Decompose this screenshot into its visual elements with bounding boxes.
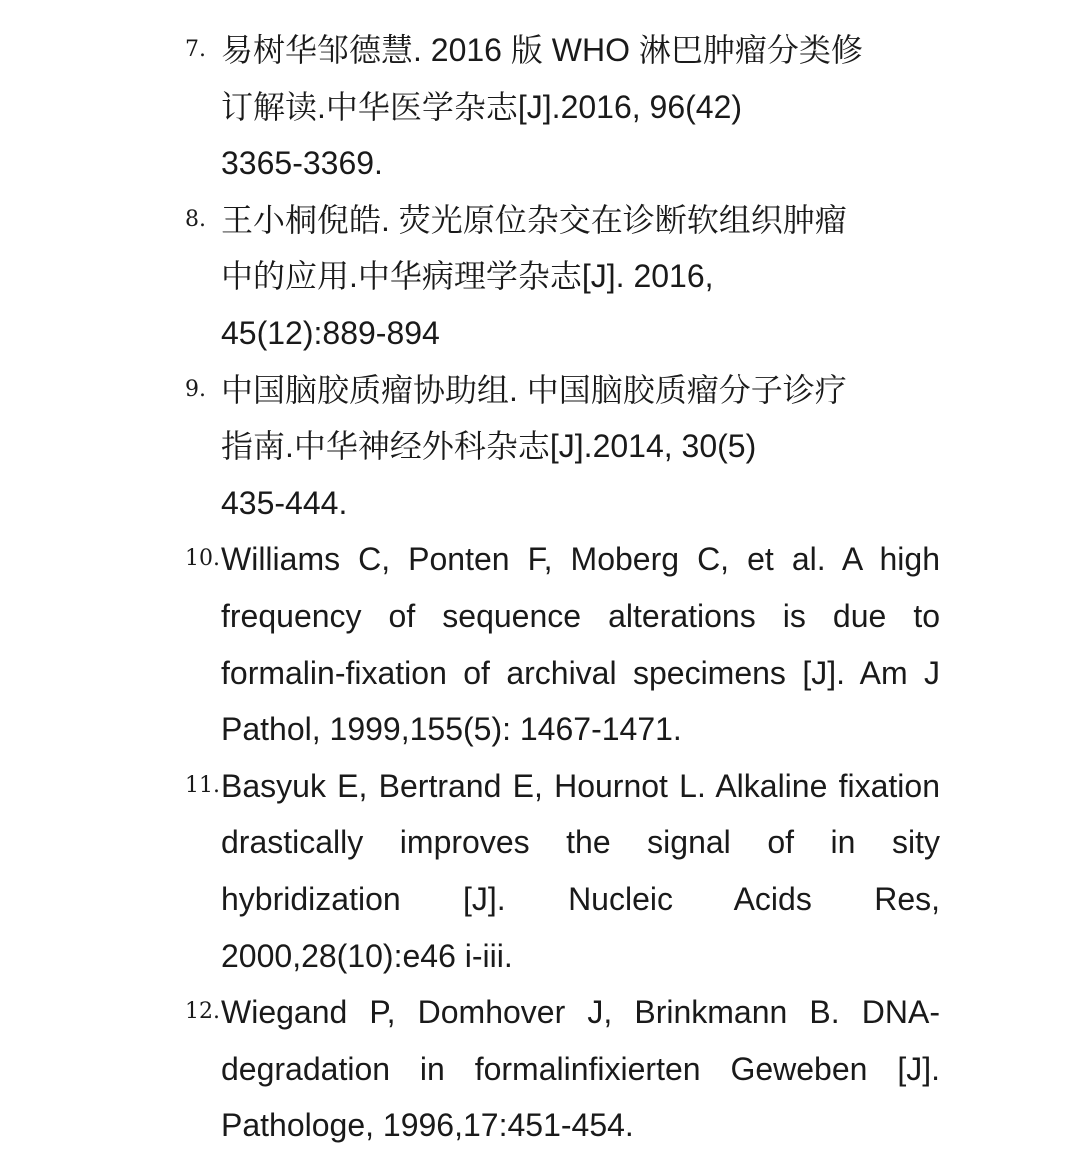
reference-item-12 [0,984,1080,1154]
reference-number: 7. [185,37,206,62]
reference-item-8 [0,192,1080,362]
reference-text: Williams C, Ponten F, Moberg C, et al. A high frequency of sequence alterations is due to formalin-fixation of archival specimens [J]. Am J Pathol, 1999,155(5): 1467-1471. [221,541,940,748]
reference-number: 8. [185,206,206,232]
reference-text: 易树华邹德慧. 2016 版 WHO 淋巴肿瘤分类修 订解读.中华医学杂志[J].2016, 96(42) 3365-3369. [221,32,863,182]
reference-text: 王小桐倪皓. 荧光原位杂交在诊断软组织肿瘤 中的应用.中华病理学杂志[J]. 2016, 45(12):889-894 [221,201,847,351]
reference-number: 11. [185,772,220,798]
reference-item-7 [0,22,1080,192]
reference-item-10 [0,531,1080,757]
reference-number: 12. [185,999,220,1025]
reference-list [0,22,1080,1154]
reference-text: Basyuk E, Bertrand E, Hournot L. Alkaline fixation drastically improves the signal of in sity hybridization [J]. Nucleic Acids Res, 2000,28(10):e46 i-iii. [221,767,940,974]
reference-text: Wiegand P, Domhover J, Brinkmann B. DNA-degradation in formalinfixierten Geweben [J]. Pathologe, 1996,17:451-454. [221,994,940,1144]
reference-item-9 [0,362,1080,532]
reference-number: 10. [185,546,220,572]
reference-item-11 [0,758,1080,984]
reference-number: 9. [185,376,206,402]
reference-text: 中国脑胶质瘤协助组. 中国脑胶质瘤分子诊疗 指南.中华神经外科杂志[J].2014, 30(5) 435-444. [221,371,847,521]
